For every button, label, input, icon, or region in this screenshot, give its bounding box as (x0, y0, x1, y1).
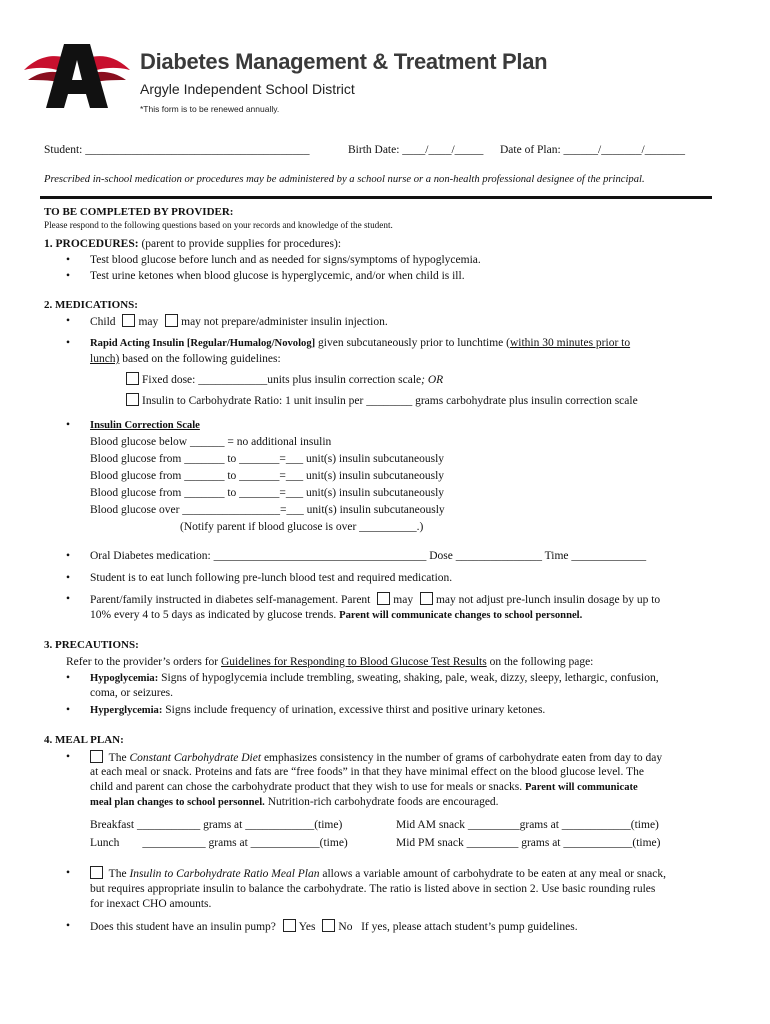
ratio-meal-plan-line3: for inexact CHO amounts. (90, 898, 212, 910)
hyperglycemia-row: • Hyperglycemia: Signs include frequency of urination, excessive thirst and positive urinary ketones. (66, 704, 546, 716)
bullet: • (66, 704, 71, 716)
medications-heading: 2. MEDICATIONS: (44, 299, 138, 311)
prescribed-note: Prescribed in-school medication or procedures may be administered by a school nurse or a non-health professional designee of the principal. (44, 174, 645, 185)
pump-yes-checkbox[interactable] (283, 919, 296, 932)
constant-carb-line2: at each meal or snack. Proteins and fats are “free foods” in that they have minimal effect on the blood glucose level. The (90, 766, 644, 778)
notify-parent-note[interactable]: (Notify parent if blood glucose is over __________.) (180, 521, 424, 533)
eat-lunch-row: • Student is to eat lunch following pre-lunch blood test and required medication. (66, 572, 453, 584)
provider-instruction: Please respond to the following questions based on your records and knowledge of the student. (44, 220, 393, 230)
procedures-heading: 1. PROCEDURES: (parent to provide supplies for procedures): (44, 238, 342, 250)
scale-row[interactable]: Blood glucose below ______ = no additional insulin (90, 436, 332, 448)
constant-carb-row: • The Constant Carbohydrate Diet emphasizes consistency in the number of grams of carbohydrate eaten from day to day (66, 751, 663, 764)
precautions-intro: Refer to the provider’s orders for Guidelines for Responding to Blood Glucose Test Results on the following page: (66, 656, 594, 668)
ratio-meal-plan-line2: but requires appropriate insulin to balance the carbohydrate. The ratio is listed above in section 2. Use basic rounding rules (90, 883, 656, 895)
scale-row[interactable]: Blood glucose from _______ to _______=___ unit(s) insulin subcutaneously (90, 453, 445, 465)
parent-adjust-row: • Parent/family instructed in diabetes self-management. Parent may may not adjust pre-lunch insulin dosage by up to (66, 593, 661, 606)
bullet: • (66, 315, 71, 327)
child-administer-row: • Child may may not prepare/administer insulin injection. (66, 315, 388, 328)
form-title: Diabetes Management & Treatment Plan (140, 49, 548, 74)
correction-scale-heading-row: • Insulin Correction Scale (66, 419, 200, 431)
child-may-checkbox[interactable] (122, 314, 135, 327)
scale-row[interactable]: Blood glucose over _________________=___ unit(s) insulin subcutaneously (90, 504, 445, 516)
lunch-field[interactable]: Lunch ___________ grams at ____________(time) (90, 837, 348, 849)
procedure-item: • Test blood glucose before lunch and as needed for signs/symptoms of hypoglycemia. (66, 254, 481, 266)
insulin-pump-row: • Does this student have an insulin pump? Yes No If yes, please attach student’s pump guidelines. (66, 920, 578, 933)
scale-row[interactable]: Blood glucose from _______ to _______=___ unit(s) insulin subcutaneously (90, 487, 445, 499)
bullet: • (66, 751, 71, 763)
ratio-row: Insulin to Carbohydrate Ratio: 1 unit insulin per ________ grams carbohydrate plus insulin correction scale (126, 393, 638, 409)
pump-no-checkbox[interactable] (322, 919, 335, 932)
bullet: • (66, 419, 71, 431)
meal-plan-heading: 4. MEAL PLAN: (44, 734, 124, 746)
hypoglycemia-line2: coma, or seizures. (90, 687, 174, 699)
mid-am-snack-field[interactable]: Mid AM snack _________grams at ____________(time) (396, 819, 659, 831)
birth-date-field[interactable]: Birth Date: ____/____/_____ (348, 144, 484, 156)
provider-heading: TO BE COMPLETED BY PROVIDER: (44, 206, 234, 218)
divider (40, 196, 712, 199)
student-field[interactable]: Student: _______________________________________ (44, 144, 310, 156)
bullet: • (66, 254, 71, 266)
ratio-meal-plan-row: • The Insulin to Carbohydrate Ratio Meal Plan allows a variable amount of carbohydrate to be eaten at any meal or snack, (66, 867, 666, 880)
renewal-note: *This form is to be renewed annually. (140, 104, 280, 114)
constant-carb-line4: meal plan changes to school personnel. Nutrition-rich carbohydrate foods are encouraged. (90, 796, 499, 808)
bullet: • (66, 672, 71, 684)
bullet: • (66, 867, 71, 879)
rapid-insulin-row: • Rapid Acting Insulin [Regular/Humalog/Novolog] given subcutaneously prior to lunchtime (within 30 minutes prior to (66, 337, 631, 349)
bullet: • (66, 572, 71, 584)
scale-row[interactable]: Blood glucose from _______ to _______=___ unit(s) insulin subcutaneously (90, 470, 445, 482)
ratio-checkbox[interactable] (126, 393, 139, 406)
parent-may-checkbox[interactable] (377, 592, 390, 605)
date-of-plan-field[interactable]: Date of Plan: ______/_______/_______ (500, 144, 685, 156)
constant-carb-checkbox[interactable] (90, 750, 103, 763)
argyle-logo-icon (22, 40, 132, 112)
bullet: • (66, 550, 71, 562)
child-may-not-checkbox[interactable] (165, 314, 178, 327)
ratio-meal-plan-checkbox[interactable] (90, 866, 103, 879)
constant-carb-line3: child and parent can chose the carbohydrate product that they wish to use for meals or snacks. Parent will communicate (90, 781, 638, 793)
district-name: Argyle Independent School District (140, 81, 355, 97)
guidelines-link[interactable]: Guidelines for Responding to Blood Glucose Test Results (221, 656, 487, 668)
mid-pm-snack-field[interactable]: Mid PM snack _________ grams at ____________(time) (396, 837, 661, 849)
bullet: • (66, 270, 71, 282)
procedure-item: • Test urine ketones when blood glucose is hyperglycemic, and/or when child is ill. (66, 270, 465, 282)
fixed-dose-row: Fixed dose: ____________units plus insulin correction scale; OR (126, 372, 443, 388)
bullet: • (66, 593, 71, 605)
breakfast-field[interactable]: Breakfast ___________ grams at ____________(time) (90, 819, 343, 831)
oral-medication-row: • Oral Diabetes medication: _____________________________________ Dose _______________ Time _____________ (66, 550, 647, 562)
precautions-heading: 3. PRECAUTIONS: (44, 639, 139, 651)
fixed-dose-checkbox[interactable] (126, 372, 139, 385)
parent-may-not-checkbox[interactable] (420, 592, 433, 605)
parent-adjust-line2: 10% every 4 to 5 days as indicated by glucose trends. Parent will communicate changes to school personnel. (90, 609, 583, 621)
bullet: • (66, 337, 71, 349)
rapid-insulin-line2: lunch) based on the following guidelines: (90, 353, 281, 365)
hypoglycemia-row: • Hypoglycemia: Signs of hypoglycemia include trembling, sweating, shaking, pale, weak, dizzy, sleepy, lethargic, confusion, (66, 672, 659, 684)
bullet: • (66, 920, 71, 932)
